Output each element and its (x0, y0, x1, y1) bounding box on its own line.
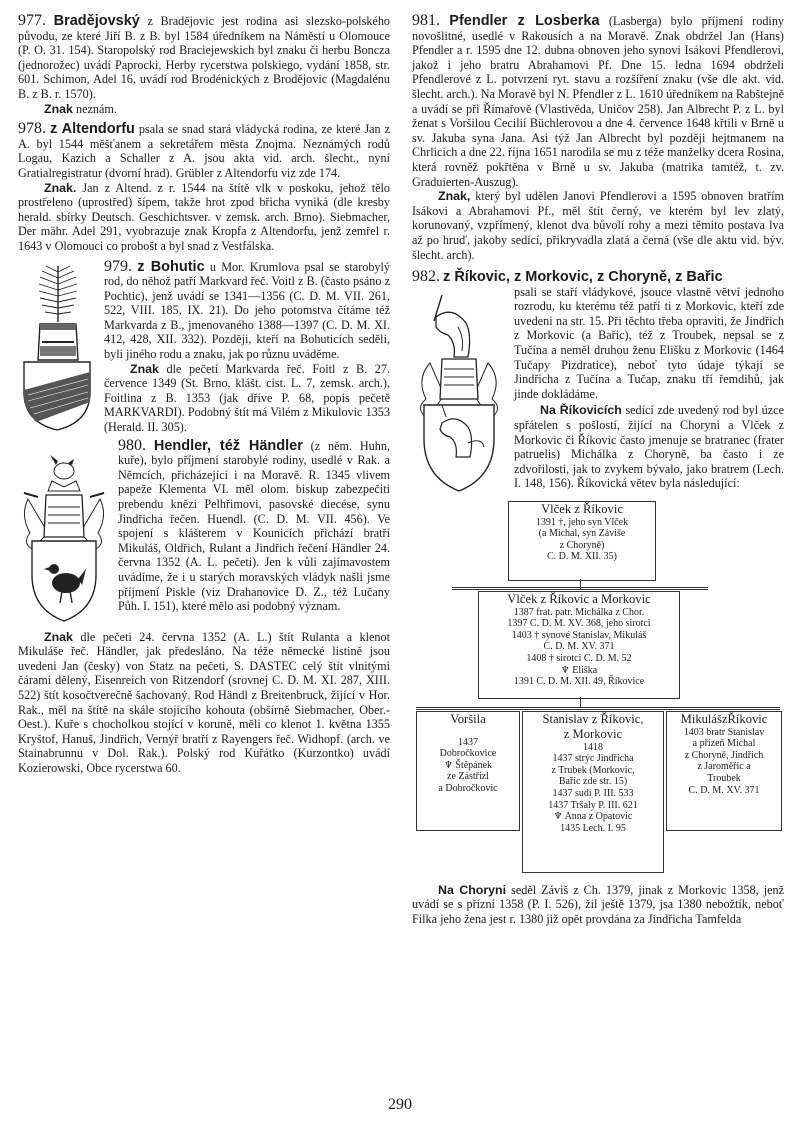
tree-line: 1408 † sirotci C. D. M. 52 (526, 653, 632, 665)
znak-label: Znak (44, 629, 73, 644)
tree-line: 1403 † synové Stanislav, Mikuláš (511, 629, 647, 641)
tree-line: 1418 (583, 741, 603, 753)
tree-box-vlcek-rikovic-morkovic (478, 591, 680, 699)
tree-line: ♆ Anna z Opatovic (553, 811, 633, 823)
helmet-feather-shield-icon (18, 262, 96, 432)
tree-line: Troubek (707, 773, 741, 785)
entry-980 (18, 436, 390, 776)
helmet-rooster-shield-icon (18, 441, 110, 625)
entry-title: Pfendler z Losberka (449, 13, 600, 29)
tree-box-stanislav (522, 711, 664, 873)
tree-name: Vlček z Říkovic (541, 501, 623, 516)
entry-title: z Altendorfu (49, 121, 135, 138)
coat-of-arms-rikovic (412, 287, 506, 497)
genealogy-tree (412, 501, 784, 926)
entry-title: z Bohutic (137, 258, 205, 275)
entry-text: (z něm. Huhn, kuře), bylo příjmení starobylé rodiny, usedlé v Rak. a Němcích, přicházející i na Moravě. R. 1345 vlivem papeže Klementa VI. měl olom. biskup zabezpečiti prebendu knězi Pelhřimovi, pasovské diecése, synu Jindřicha řečen. Huendl. (C. D. M. VII. 456). Ve spojení s klášterem v Kounicích přichází bratří Mikuláš, Oldřich, Rulant a Jindřich řečení Händler 24. června 1352 (A. L. pečeti). Jen k vůli zajímavostem uvádíme, že i u starých moravských vládyk našli jsme příjmení Piskle (viz Drahanovice D. Z., též Lučany Půh. I. 151), které mělo asi podobný význam. (118, 438, 390, 614)
section-label: Na Choryni (438, 882, 507, 897)
tree-connector (416, 707, 780, 710)
tree-line: Bařic zde str. 15) (558, 776, 628, 788)
tree-line: ♆ Eliška (560, 664, 598, 676)
tree-line: 1387 frat. patr. Michálka z Chor. (513, 606, 645, 618)
tree-name: z Morkovic (563, 726, 623, 741)
znak-label: Znak. (44, 180, 77, 195)
tree-line: 1435 Lech. I. 95 (560, 822, 626, 834)
tree-line: z Trubek (Morkovic, (551, 764, 635, 776)
entry-number: 977. (18, 12, 46, 29)
tree-line: C. D. M. XV. 371 (688, 784, 760, 796)
entry-title: Hendler, též Händler (153, 437, 303, 454)
tree-line: 1437 strýc Jindřicha (552, 753, 634, 765)
entry-978 (18, 122, 390, 253)
tree-line: 1397 C. D. M. XV. 368, jeho sirotci (507, 618, 651, 630)
entry-title: z Říkovic, z Morkovic, z Choryně, z Bařic (443, 269, 723, 286)
znak-label: Znak, (438, 189, 471, 204)
znak-label: Znak (130, 361, 159, 376)
section-text: seděl Záviš z Ch. 1379, jinak z Morkovic 1358, jenž uvádí se s přízní 1358 (P. I. 526), žil ještě 1379, jsa 1380 nebožtík, neboť Filka jeho žena jest r. 1380 již opět provdána za Jindřicha Tamfelda (412, 882, 784, 926)
entry-979 (18, 257, 391, 435)
tree-box-mikulas (666, 711, 782, 831)
entry-text: z Bradějovic jest rodina asi slezsko-polského původu, ze které Jiří B. z B. byl 1584 úředníkem na Náměstí u Olomouce (P. O. 31. 154). Staropolský rod Braciejewskich byl znaku či herbu Boncza (jednorožec) uvádí Paprocki, Herby rycerstwa polskiego, vydání 1858, str. 601. Schimon, Adel 16, uvádí rod Brodénických z Brodějovic (Magdalénu B. z B. r. 1570). (18, 14, 391, 101)
left-column (18, 14, 390, 776)
entry-text: (Lasberga) bylo příjmení rodiny novošlitné, usedlé v Rakousích a na Moravě. Znak obdržel Jan (Hans) Pfendler a r. 1595 dne 12. dubna obnoven jeho synovi Isákovi Pfendlerovi, jakož i jeho bratru Abrahamovi Pf. Dne 15. ledna 1694 obdrželi Pfendlerové z L. potvrzení ryt. stavu a rozšíření znaku (vše dle akt. vid. šlecht. arch.). Na Moravě byl N. Pfendler z L. 1610 úředníkem na Rabštejně a uvádí se při Římařově (Vlastivěda, Uničov 258). Jan Albrecht P. z L. byl ženat s Voršilou Cecilií Büchlerovou a dne 4. července 1648 křtili v Brně u sv. Jakuba syna Jana. Asi týž Jan Albrecht byl později hejtmanem na Chrlicích a dne 22. října 1651 narodila se mu z téže manželky dcera Rosina, která rovněž pokřtěna v Brně u sv. Jakuba (matrika tamtéž, t. zv. Graduierten-Auszug). (412, 14, 785, 189)
tree-line: 1437 (458, 736, 478, 748)
section-label: Na Říkovicích (540, 403, 622, 418)
tree-line: C. D. M. XV. 371 (543, 641, 615, 653)
tree-name: Voršila (450, 711, 486, 726)
tree-line: z Choryně, Jindřich (684, 749, 764, 761)
tree-box-vlcek-rikovic (508, 501, 656, 581)
tree-line: z Choryně) (559, 539, 605, 551)
tree-line: (a Michal, syn Záviše (538, 528, 626, 540)
tree-line: ♆ Štěpánek (443, 759, 493, 771)
tree-line: z Jaroměřic a (697, 761, 751, 773)
closing-paragraph (412, 883, 784, 927)
entry-number: 982. (412, 268, 440, 286)
tree-name: Stanislav z Říkovic, (542, 711, 644, 726)
tree-line: 1437 Tršaly P. III. 621 (548, 799, 638, 811)
tree-line: 1391 C. D. M. XII. 49, Říkovice (513, 676, 645, 688)
znak-text: dle pečetí Markvarda řeč. Foitl z B. 27. července 1349 (St. Brno, klášt. cist. L. 7, zemsk. arch.), Foitlina z B. 1353 (jak dříve P. 68, popis pečetě MARKVARDI). Podobný štít má Vilém z Mikulovic 1353 (Herald. II. 305). (104, 361, 390, 435)
tree-box-vorsila (416, 711, 520, 831)
tree-connector (580, 697, 581, 707)
tree-line: 1437 sudí P. III. 533 (552, 788, 634, 800)
tree-name: MikulášzŘíkovic (680, 711, 768, 726)
entry-number: 979. (104, 257, 132, 275)
znak-text: který byl udělen Janovi Pfendlerovi a 1595 obnoven bratřím Isákovi a Abrahamovi Pf., měl štít černý, ve kterém byl lev zlatý, korunovaný, vzpřímený, klenot dva bůvolí rohy a mezi těmito postava lva až po hruď, jakoby sedící, přikryvadla zlatá a černá (vše dle aktu vid. býv. šlecht. arch). (412, 189, 784, 262)
entry-title: Bradějovský (53, 13, 140, 29)
coat-of-arms-hendler (18, 441, 110, 625)
entry-981 (412, 14, 784, 262)
tree-line: Dobročkovice (439, 748, 497, 760)
entry-977 (18, 14, 390, 116)
entry-text: psala se snad stará vládycká rodina, ze které Jan z A. byl 1544 měšťanem a sekretářem města Znojma. Neznámých rodů Logau, Kazich a Schaller z A. jsou akta vid. arch. šlecht., nyní Gratialregistratur (dvorní hrad). Grübler z Altendorfu viz zde 174. (18, 122, 391, 180)
page-number: 290 (388, 1096, 412, 1113)
helmet-unicorn-shield-icon (412, 287, 506, 497)
tree-line: C. D. M. XII. 35) (547, 551, 617, 563)
znak-text: Jan z Altend. z r. 1544 na štítě vlk v poskoku, jehož tělo prostřeleno (uprostřed) šípem, takže hrot zpod břicha vyniká (dle kresby herald. sbírky Deutsch. Geschichtsver. v zemsk. arch. Brno). Siebmacher, Der mähr. Adel 291, vyobrazuje znak Kropfa z Altendorfu, jenž zemřel r. 1643 v Olomouci co probošt a byl snad z Vestfálska. (18, 180, 390, 253)
tree-name: Vlček z Říkovic a Morkovic (507, 591, 651, 606)
entry-number: 980. (118, 436, 146, 454)
tree-line: a přízeň Michal (692, 738, 756, 750)
entry-text: u Mor. Krumlova psal se starobylý rod, do něhož patří Markvard řeč. Voitl z B. (často psáno z Pochtic), jenž uvádí se 1341—1356 (C. D. M. VII. 261, 522, VIII. 185, IX. 21). Do jeho potomstva čítáme též Markvarda z B., jmenovaného 1388—1397 (C. D. M. XI. 412, 428, XII. 332). Později, kteří na Bohuticích seděli, byli jiného rodu a znaku, jak po různu uváděme. (104, 259, 391, 362)
znak-text: dle pečeti 24. června 1352 (A. L.) štít Rulanta a klenot Mikuláše řeč. Händler, jak předesláno. Na téže německé listině jsou uvedeni Jan (česky) von Statz na pečeti, S. DASTEC celý štít vlnitými čárami dělený, Eisenreich von Ritzendorf (srovnej C. D. M. XI. 287, XIII. 522) štít kosočtverečně šachovaný. Rod Händl z Breitenbruck, žijící v Hor. Rak., měl na štítě na skále stojícího kohouta (obšírně Siebmacher, Ober.-Oest.). Kuře s chocholkou stojící v koruně, měli co klenot 1. května 1355 Kryštof, Hanuš, Jindřich, Vernýř bratří z Rayengers řeč. Widhopf. (arch. ve Stainabrunnu v Dol. Rak.). Polský rod Kuřátko (Kurzontko) uvádí Kozierowski, Obce rycerstwa 60. (18, 629, 390, 775)
section-text: sedící zde uvedený rod byl úzce spřátelen s pošlostí, žijící na Choryni a Vlček z Morkovic či Říkovic často jmenuje se bratranec (frater patruelis) Michálka z Choryně, ba často i ze zdvořilosti, jak to zvykem bývalo, jako bratrem (Lech. I. 148, 156). Říkovická větev byla následující: (514, 403, 784, 491)
right-column (412, 12, 785, 926)
tree-connector (452, 587, 708, 590)
znak-text: neznám. (72, 101, 117, 116)
entry-text: psali se staří vládykové, jsouce vlastně větví jednoho rozrodu, ku kterému též patří ti z Morkovic, kteří zde uvedeni na str. 15. Při těchto třeba opraviti, že Jindřich z Morkovic (a Bařic), též z Troubek, nepsal se z Tučína a neměl druhou ženu Elišku z Morkovic (1464 Tučapy Pizdratice), neboť tyto údaje týkají se Jindřicha z Tučína a Tučap, znaku tří řemdihů, jak jinde dokládáme. (514, 284, 784, 401)
tree-line: a Dobročkovic (438, 783, 498, 795)
tree-line: 1391 †, jeho syn Vlček (535, 516, 629, 528)
entry-number: 981. (412, 12, 440, 29)
znak-label: Znak (44, 101, 73, 116)
tree-line: 1403 bratr Stanislav (683, 726, 765, 738)
coat-of-arms-bohutic (18, 262, 96, 432)
entry-982 (412, 270, 784, 499)
entry-number: 978. (18, 120, 46, 138)
tree-line: ze Zástřizl (447, 771, 489, 783)
